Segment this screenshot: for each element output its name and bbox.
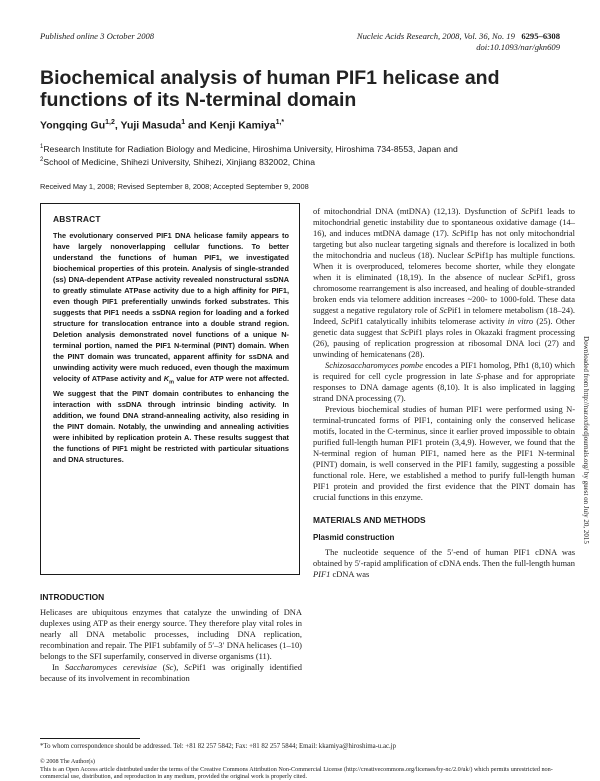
author-affiliation-mark: 1 [181,119,186,126]
download-watermark: Downloaded from http://nar.oxfordjournals.org/ by guest on July 20, 2015 [582,336,590,544]
paragraph: Previous biochemical studies of human PIF1 were performed using N-terminal-truncated forms of PIF1, containing only the conserved helicase motifs, located in the C-terminus, since it earlier proved impossible to obtain purified full-length human PIF1 protein (3,4,9). However, we found that the N-terminal region of human PIF1, named here as the PIF1 N-terminal (PINT) domain, is well conserved in the PIF1 family, suggesting a possible functional role. Here, we established a method to purify full-length human PIF1 protein and provided the first evidence that the PINT domain has crucial functions in this enzyme. [313,404,575,502]
paragraph: In Saccharomyces cerevisiae (Sc), ScPif1 was originally identified because of its involvement in recombination [40,662,302,683]
right-column-body [313,206,575,580]
abstract-text: The evolutionary conserved PIF1 DNA helicase family appears to have largely nonoverlapping cellular functions. To better understand the functions of human PIF1, we investigated biochemical properties of this protein. Analysis of single-stranded (ss) DNA-dependent ATPase activity revealed nonstructural ssDNA to greatly stimulate ATPase activity due to a high affinity for PIF1, even though PIF1 preferentially unwinds forked substrates. This suggests that PIF1 needs a ssDNA region for loading and a forked structure for translocation entrance into a double strand region. Deletion analysis demonstrated novel functions of a unique N-terminal portion, named the PIF1 N-terminal (PINT) domain. When the PINT domain was truncated, apparent affinity for ssDNA and unwinding activity were much reduced, even though the maximum velocity of ATPase activity and $K_m$ value for ATP were not affected. We suggest that the PINT domain contributes to enhancing the interaction with ssDNA through intrinsic binding activity. In addition, we found DNA strand-annealing activity, also residing in the PINT domain. Notably, the unwinding and annealing activities were inhibited by replication protein A. These results suggest that the functions of PIF1 might be restricted with particular situations and DNA structures. [53,231,290,465]
article-title: Biochemical analysis of human PIF1 helicase and functions of its N-terminal domain [40,67,500,111]
abstract-heading: ABSTRACT [53,214,101,224]
doi[interactable]: doi:10.1093/nar/gkn609 [476,42,560,52]
paragraph: of mitochondrial DNA (mtDNA) (12,13). Dysfunction of ScPif1 leads to mitochondrial genetic instability due to spontaneous oxidative damage (14–16), and induces mtDNA damage (17). ScPif1p has not only mitochondrial targeting but also nuclear targeting signals and therefore is localized in both the mitochondria and nucleus (18). Nuclear ScPif1p has multiple functions. When it is overproduced, telomeres become shorter, while they elongate when it is eliminated (18,19). In the absence of nuclear ScPif1, gross chromosome rearrangement is also increased, and healing of double-stranded broken ends via telomere addition increases ~200- to 1000-fold. These data suggest a negative regulatory role of ScPif1 in telomere metabolism (18–24). Indeed, ScPif1 catalytically inhibits telomerase activity in vitro (25). Other genetic data suggest that ScPif1 plays roles in Okazaki fragment processing (26), pausing of replication progression at ribosomal DNA loci (27) and unwinding of hemicatenans (28). [313,206,576,359]
subsection-heading: Plasmid construction [313,533,395,542]
copyright-line: © 2008 The Author(s) [40,758,95,765]
journal-name: Nucleic Acids Research, 2008, Vol. 36, No. 19 [356,31,515,41]
published-date: Published online 3 October 2008 [40,31,155,41]
journal-citation [357,31,560,53]
correspondence-footnote: *To whom correspondence should be addressed. Tel: +81 82 257 5842; Fax: +81 82 257 5844; Email: kkamiya@hiroshima-u.ac.jp [40,743,397,750]
author-conjunction: and [188,119,207,132]
author-name: Yuji Masuda [120,119,182,132]
copyright-notice [40,758,562,781]
methods-heading: MATERIALS AND METHODS [313,515,426,525]
footnote-divider [40,738,140,739]
author-name: Yongqing Gu [40,119,106,132]
abstract-box [40,203,300,575]
introduction-heading: INTRODUCTION [40,592,105,602]
paragraph: The nucleotide sequence of the 5′-end of human PIF1 cDNA was obtained by 5′-rapid amplification of cDNA ends. Then the full-length human PIF1 cDNA was [313,547,576,579]
paragraph: Schizosaccharomyces pombe encodes a PIF1 homolog, Pfh1 (8,10) which is required for cell cycle progression in late S-phase and for appropriate responses to DNA damage agents (8,10). It is also implicated in lagging strand DNA processing (7). [313,360,575,403]
affiliation: Research Institute for Radiation Biology and Medicine, Hiroshima University, Hiroshima 734-8553, Japan and [43,143,458,154]
article-history: Received May 1, 2008; Revised September 8, 2008; Accepted September 9, 2008 [40,182,309,191]
author-list: Yongqing Gu$^{1,2}$, Yuji Masuda$^1$ and Kenji Kamiya$^{1,*}$ [40,119,285,132]
affiliation: School of Medicine, Shihezi University, Shihezi, Xinjiang 832002, China [43,157,315,168]
introduction-body [40,607,302,684]
paragraph: Helicases are ubiquitous enzymes that catalyze the unwinding of DNA duplexes using ATP as their energy source. They therefore play vital roles in nearly all DNA metabolic processes, including DNA replication, recombination and repair. The PIF1 subfamily of 5′–3′ DNA helicases (1–10) belongs to the SFI superfamily, conserved in diverse organisms (11). [40,607,302,661]
license-text: This is an Open Access article distributed under the terms of the Creative Commons Attribution Non-Commercial License (http://creativecommons.org/licenses/by-nc/2.0/uk/) which permits unrestricted non-commercial use, distribution, and reproduction in any medium, provided the original work is properly cited. [40,765,553,781]
author-name: Kenji Kamiya [209,119,276,132]
affiliations: $^1$Research Institute for Radiation Biology and Medicine, Hiroshima University, Hiroshima 734-8553, Japan and $^2$School of Medicine, Shihezi University, Shihezi, Xinjiang 832002, China [40,143,458,168]
author-affiliation-mark: 1,* [275,119,285,126]
page-range: 6295–6308 [521,31,560,41]
author-affiliation-mark: 1,2 [105,119,115,126]
